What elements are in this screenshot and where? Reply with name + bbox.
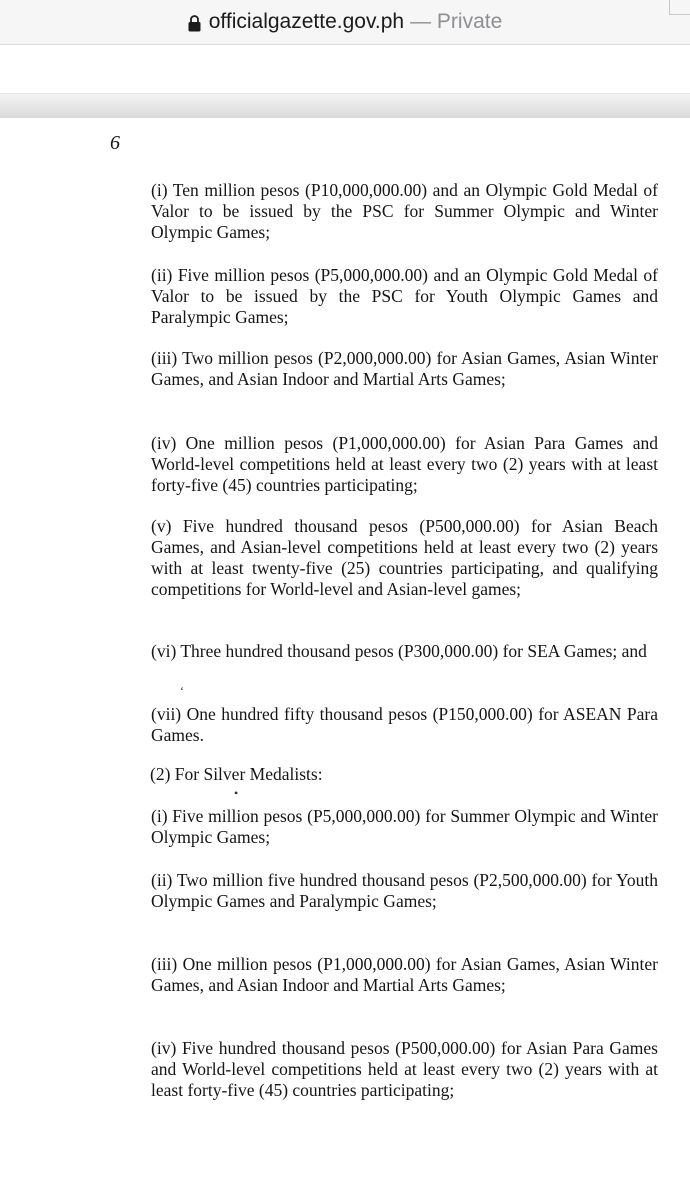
silver-item-2-text: (ii) Two million five hundred thousand pesos (P2,500,000.00) for Youth Olympic Games and Paralympic Games; [151, 870, 658, 911]
scan-mark: ‘ [180, 684, 184, 698]
silver-item-3-text: (iii) One million pesos (P1,000,000.00) for Asian Games, Asian Winter Games, and Asian Indoor and Martial Arts Games; [151, 954, 658, 995]
document-page[interactable] [0, 118, 690, 1200]
silver-item-4 [103, 1038, 658, 1101]
silver-item-1 [103, 806, 658, 848]
gold-item-7 [103, 704, 658, 746]
toolbar-spacer [0, 45, 690, 93]
gold-item-3 [103, 348, 658, 390]
gold-item-5-text: (v) Five hundred thousand pesos (P500,000.00) for Asian Beach Games, and Asian-level competitions held at least every two (2) years with at least twenty-five (25) countries participating, and qualifying competitions for World-level and Asian-level games; [151, 516, 658, 599]
lock-icon [188, 14, 201, 32]
private-text: Private [436, 10, 503, 33]
gold-item-2-text: (ii) Five million pesos (P5,000,000.00) and an Olympic Gold Medal of Valor to be issued by the PSC for Youth Olympic Games and Paralympic Games; [151, 265, 658, 327]
gold-item-7-text: (vii) One hundred fifty thousand pesos (P150,000.00) for ASEAN Para Games. [151, 704, 658, 745]
silver-item-3 [103, 954, 658, 996]
gold-item-1-text: (i) Ten million pesos (P10,000,000.00) and an Olympic Gold Medal of Valor to be issued by the PSC for Summer Olympic and Winter Olympic Games; [151, 180, 658, 242]
scan-mark: • [234, 786, 239, 800]
separator: — [410, 10, 437, 33]
gold-item-4-text: (iv) One million pesos (P1,000,000.00) for Asian Para Games and World-level competitions held at least every two (2) years with at least forty-five (45) countries participating; [151, 433, 658, 495]
silver-item-4-text: (iv) Five hundred thousand pesos (P500,000.00) for Asian Para Games and World-level competitions held at least every two (2) years with at least forty-five (45) countries participating; [151, 1038, 658, 1100]
private-label [410, 10, 502, 34]
silver-item-1-text: (i) Five million pesos (P5,000,000.00) for Summer Olympic and Winter Olympic Games; [151, 806, 658, 847]
gold-item-5 [103, 516, 658, 600]
gold-item-6 [103, 641, 658, 662]
gold-item-2 [103, 265, 658, 328]
gold-item-6-text: (vi) Three hundred thousand pesos (P300,000.00) for SEA Games; and [151, 641, 647, 661]
page-number: 6 [110, 132, 120, 154]
document-viewer-header [0, 93, 690, 119]
toolbar-corner [669, 0, 690, 15]
gold-item-3-text: (iii) Two million pesos (P2,000,000.00) for Asian Games, Asian Winter Games, and Asian Indoor and Martial Arts Games; [151, 348, 658, 389]
url-text: officialgazette.gov.ph [208, 10, 405, 33]
gold-item-4 [103, 433, 658, 496]
silver-item-2 [103, 870, 658, 912]
address-bar[interactable] [0, 0, 690, 45]
silver-medalists-heading: (2) For Silver Medalists: [150, 764, 323, 784]
gold-item-1 [103, 180, 658, 243]
